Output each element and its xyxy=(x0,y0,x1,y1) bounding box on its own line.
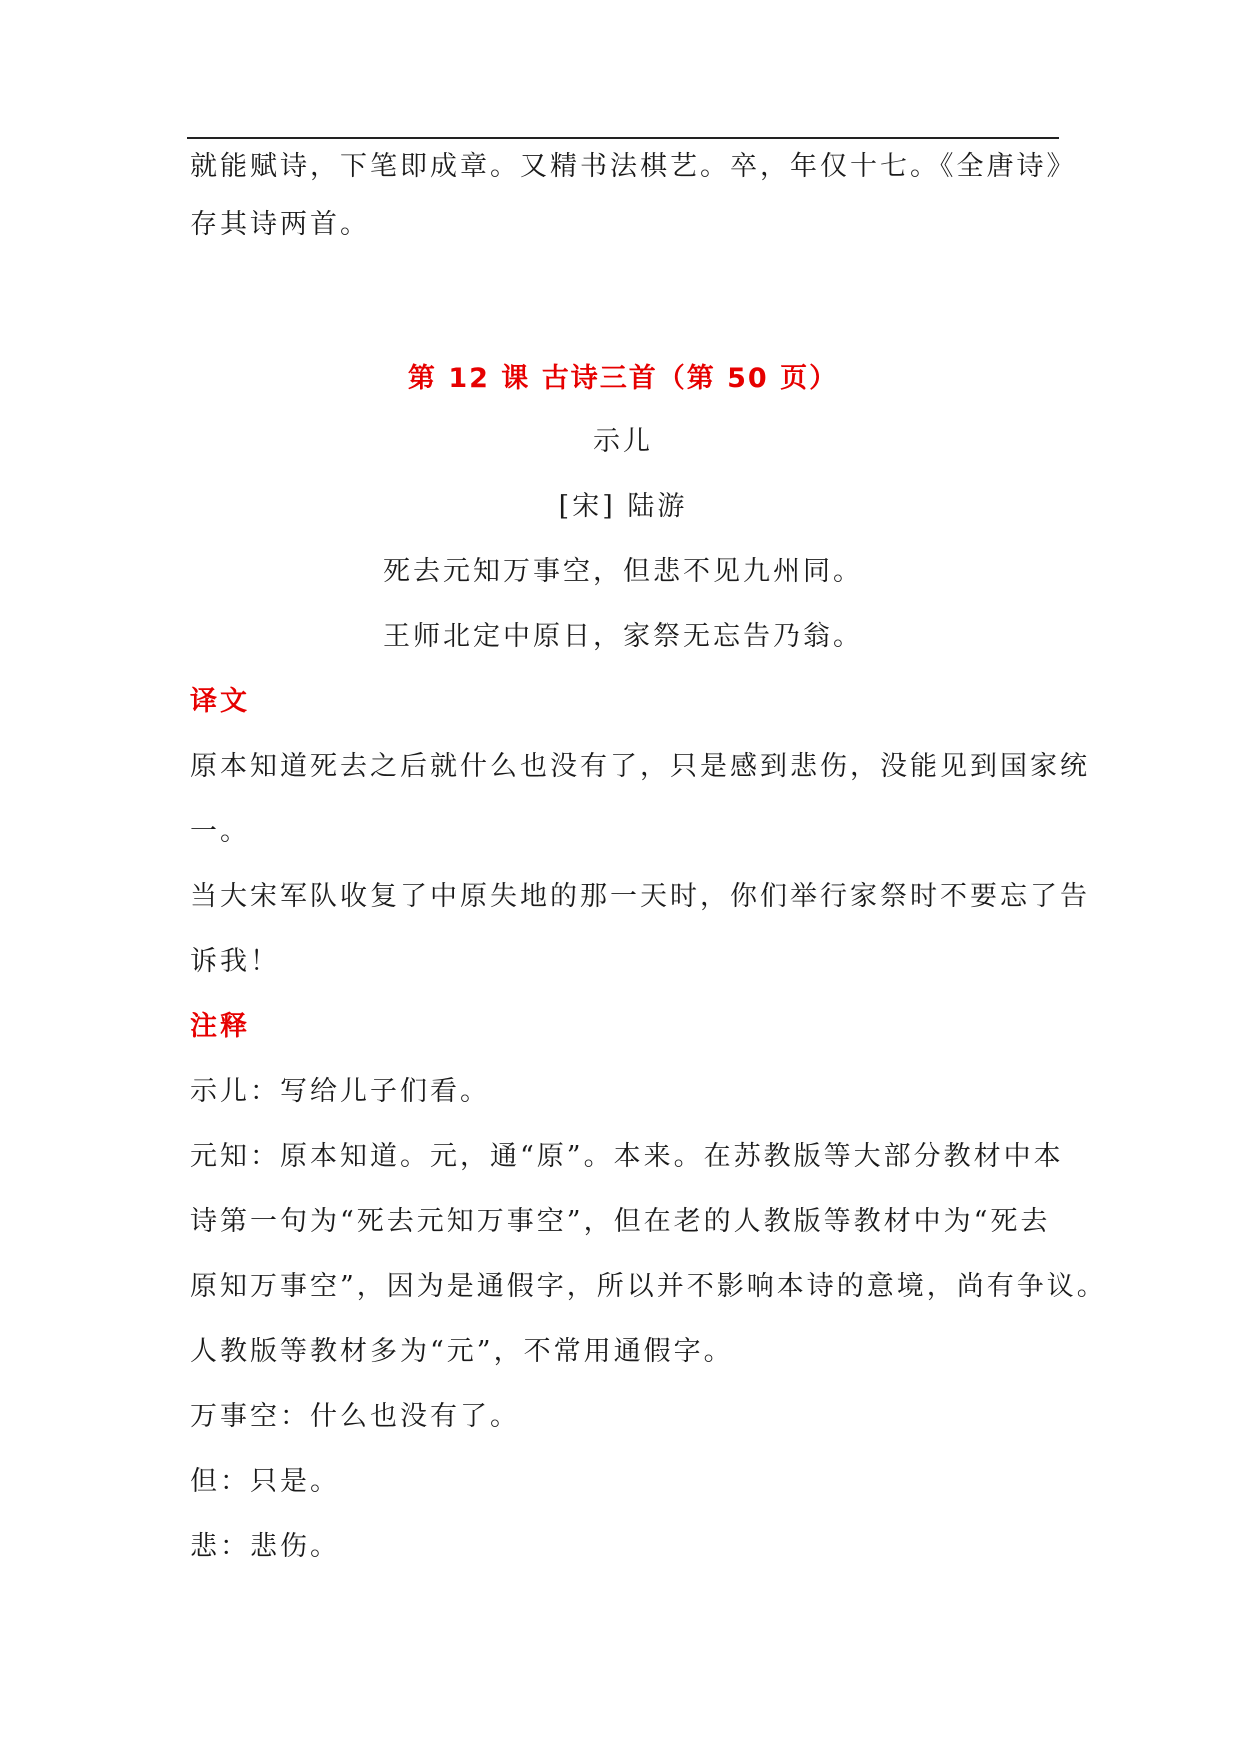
translation-heading: 译文 xyxy=(190,686,250,717)
intro-line-2: 存其诗两首。 xyxy=(190,209,370,240)
note-line-2: 元知：原本知道。元，通“原”。本来。在苏教版等大部分教材中本 xyxy=(190,1141,1064,1172)
intro-line-1: 就能赋诗，下笔即成章。又精书法棋艺。卒，年仅十七。《全唐诗》 xyxy=(190,151,1077,182)
translation-line-2: 一。 xyxy=(190,816,250,847)
note-line-5: 人教版等教材多为“元”，不常用通假字。 xyxy=(190,1336,734,1367)
note-line-1: 示儿：写给儿子们看。 xyxy=(190,1076,490,1107)
note-line-7: 但：只是。 xyxy=(190,1466,340,1497)
translation-line-1: 原本知道死去之后就什么也没有了，只是感到悲伤，没能见到国家统 xyxy=(190,751,1090,782)
translation-line-4: 诉我！ xyxy=(190,946,280,977)
notes-heading: 注释 xyxy=(190,1011,250,1042)
poem-title: 示儿 xyxy=(593,426,653,457)
header-rule xyxy=(187,137,1059,139)
poem-line-1: 死去元知万事空，但悲不见九州同。 xyxy=(383,556,863,587)
note-line-3: 诗第一句为“死去元知万事空”，但在老的人教版等教材中为“死去 xyxy=(190,1206,1051,1237)
note-line-4: 原知万事空”，因为是通假字，所以并不影响本诗的意境，尚有争议。 xyxy=(190,1271,1107,1302)
note-line-6: 万事空：什么也没有了。 xyxy=(190,1401,520,1432)
translation-line-3: 当大宋军队收复了中原失地的那一天时，你们举行家祭时不要忘了告 xyxy=(190,881,1090,912)
poem-author: [宋] 陆游 xyxy=(558,491,688,522)
lesson-title: 第 12 课 古诗三首（第 50 页） xyxy=(407,363,839,394)
poem-line-2: 王师北定中原日，家祭无忘告乃翁。 xyxy=(383,621,863,652)
note-line-8: 悲：悲伤。 xyxy=(190,1531,340,1562)
